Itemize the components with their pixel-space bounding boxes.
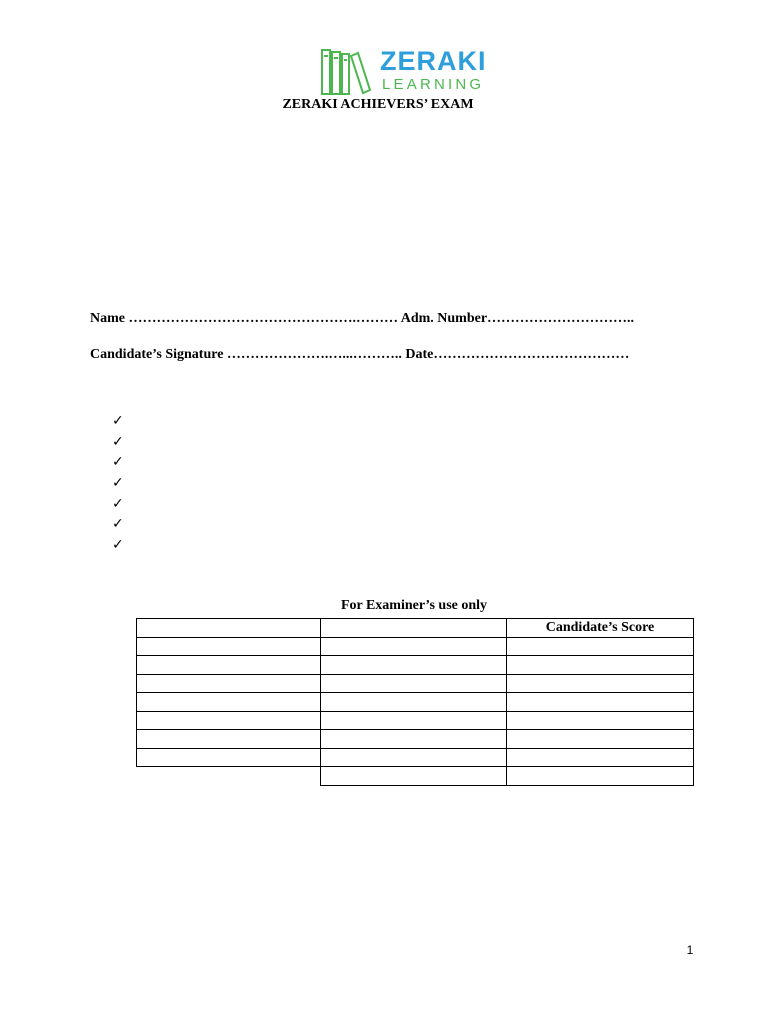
table-cell <box>321 693 507 712</box>
table-cell <box>321 619 507 638</box>
table-cell <box>321 730 507 749</box>
table-row <box>137 711 694 730</box>
check-mark-icon: ✓ <box>112 475 124 492</box>
table-cell <box>137 730 321 749</box>
books-icon <box>318 44 374 96</box>
table-cell <box>137 619 321 638</box>
table-cell <box>321 656 507 675</box>
examiner-score-table <box>136 618 694 786</box>
check-mark-icon: ✓ <box>112 516 124 533</box>
table-cell <box>507 711 694 730</box>
logo-sub-text: LEARNING <box>382 76 485 93</box>
check-mark-icon: ✓ <box>112 413 124 429</box>
table-row <box>137 656 694 675</box>
table-cell-empty <box>137 767 321 786</box>
table-cell <box>321 711 507 730</box>
instruction-checklist <box>112 411 132 556</box>
table-cell <box>137 674 321 693</box>
page-number: 1 <box>686 943 694 957</box>
total-row <box>137 767 694 786</box>
table-cell <box>507 674 694 693</box>
check-mark-icon: ✓ <box>112 433 124 450</box>
table-cell <box>507 767 694 786</box>
table-cell <box>137 693 321 712</box>
table-cell <box>507 693 694 712</box>
table-cell <box>137 748 321 767</box>
check-mark-icon: ✓ <box>112 495 124 512</box>
table-cell <box>137 637 321 656</box>
table-row <box>137 730 694 749</box>
table-cell <box>507 730 694 749</box>
table-cell <box>507 637 694 656</box>
signature-date-line: Candidate’s Signature ………………….…...……….. Date…………………………………… <box>90 347 630 362</box>
table-cell <box>321 767 507 786</box>
table-cell <box>507 656 694 675</box>
name-adm-number-line: Name ………………………………………….……… Adm. Number………………………….. <box>90 311 635 326</box>
exam-title: ZERAKI ACHIEVERS’ EXAM <box>282 97 474 112</box>
table-row <box>137 637 694 656</box>
table-row <box>137 693 694 712</box>
score-column-header: Candidate’s Score <box>507 619 694 638</box>
table-row <box>137 748 694 767</box>
table-cell <box>321 748 507 767</box>
table-cell <box>321 674 507 693</box>
check-mark-icon: ✓ <box>112 537 124 554</box>
table-header-row <box>137 619 694 638</box>
table-row <box>137 674 694 693</box>
table-cell <box>507 748 694 767</box>
table-cell <box>321 637 507 656</box>
logo-brand-text: ZERAKI <box>380 46 487 76</box>
table-cell <box>137 711 321 730</box>
examiner-use-caption: For Examiner’s use only <box>340 598 488 613</box>
zeraki-logo <box>318 44 508 96</box>
table-cell <box>137 656 321 675</box>
check-mark-icon: ✓ <box>112 454 124 471</box>
